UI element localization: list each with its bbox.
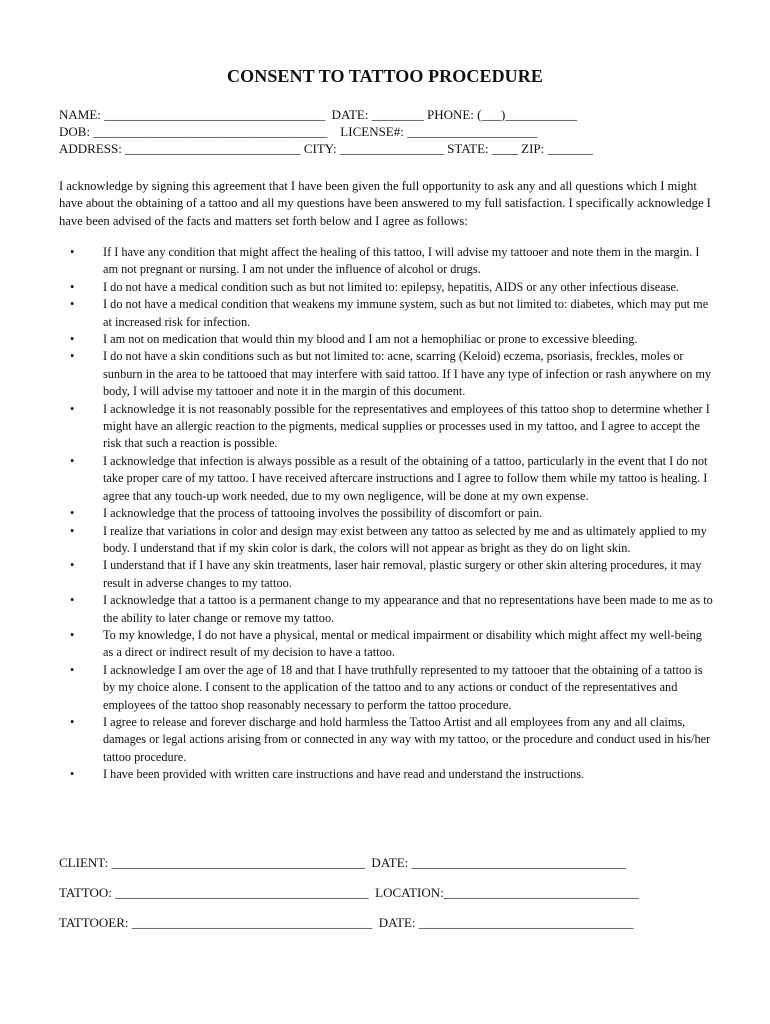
list-item	[59, 627, 715, 662]
list-item	[59, 714, 715, 766]
bullet-icon: •	[70, 453, 75, 468]
list-item	[59, 523, 715, 558]
list-item	[59, 279, 715, 296]
list-item-text: I acknowledge that a tattoo is a permanent change to my appearance and that no representations have been made to me as to the ability to later change or remove my tattoo.	[103, 593, 713, 625]
list-item	[59, 331, 715, 348]
bullet-icon: •	[70, 245, 75, 259]
bullet-icon: •	[70, 297, 75, 312]
list-item-text: I do not have a medical condition such as but not limited to: epilepsy, hepatitis, AIDS or any other infectious disease.	[103, 279, 680, 294]
list-item-text: I acknowledge it is not reasonably possible for the representatives and employees of this tattoo shop to determine whether I might have an allergic reaction to the pigments, medical supplies or processes used in my tattoo, and I agree to accept the risk that such a reaction is possible.	[103, 401, 710, 451]
list-item-text: If I have any condition that might affect the healing of this tattoo, I will advise my tattooer and note them in the margin. I am not pregnant or nursing. I am not under the influence of alcohol or drugs.	[103, 245, 700, 277]
list-item-text: I have been provided with written care instructions and have read and understand the instructions.	[103, 767, 585, 782]
bullet-icon: •	[70, 349, 75, 364]
tattooer-signature-line: TATTOOER: _____________________________________ DATE: _________________________________	[59, 915, 634, 930]
list-item	[59, 296, 715, 331]
bullet-icon: •	[70, 593, 75, 608]
list-item	[59, 244, 715, 279]
list-item-text: I do not have a skin conditions such as but not limited to: acne, scarring (Keloid) eczema, psoriasis, freckles, moles or sunburn in the area to be tattooed that may interfere with said tattoo. If I have any type of infection or rash anywhere on my body, I will advise my tattooer and note it in the margin of this document.	[103, 349, 712, 399]
list-item-text: I realize that variations in color and design may exist between any tattoo as selected by me and as ultimately applied to my body. I understand that if my skin color is dark, the colors will not appear as bright as they do on light skin.	[103, 523, 707, 555]
list-item	[59, 766, 715, 783]
list-item	[59, 592, 715, 627]
list-item-text: I acknowledge that the process of tattooing involves the possibility of discomfort or pain.	[103, 506, 543, 521]
list-item	[59, 453, 715, 505]
list-item-text: I agree to release and forever discharge and hold harmless the Tattoo Artist and all employees from any and all claims, damages or legal actions arising from or connected in any way with my tattoo, or the procedure and conduct used in his/her tattoo procedure.	[103, 714, 711, 764]
bullet-icon: •	[70, 714, 75, 729]
tattoo-location-line: TATTOO: _______________________________________ LOCATION:______________________________	[59, 885, 639, 900]
list-item-text: I do not have a medical condition that weakens my immune system, such as but not limited to: diabetes, which may put me at increased risk for infection.	[103, 297, 709, 329]
form-title: CONSENT TO TATTOO PROCEDURE	[227, 66, 543, 86]
list-item	[59, 401, 715, 453]
bullet-icon: •	[70, 558, 75, 573]
bullet-icon: •	[70, 332, 75, 347]
name-date-phone-line: NAME: __________________________________ DATE: ________ PHONE: (___)___________	[59, 107, 577, 122]
bullet-icon: •	[70, 627, 75, 642]
address-city-state-zip-line: ADDRESS: ___________________________ CITY: ________________ STATE: ____ ZIP: _______	[59, 141, 594, 156]
bullet-icon: •	[70, 662, 75, 677]
bullet-icon: •	[70, 506, 75, 521]
list-item-text: I acknowledge that infection is always possible as a result of the obtaining of a tattoo, particularly in the event that I do not take proper care of my tattoo. I have received aftercare instructions and I agree to follow them while my tattoo is healing. I agree that any touch-up work needed, due to my own negligence, will be done at my own expense.	[103, 453, 708, 503]
list-item	[59, 505, 715, 522]
bullet-icon: •	[70, 401, 75, 416]
dob-license-line: DOB: ____________________________________ LICENSE#: ____________________	[59, 124, 538, 139]
list-item-text: To my knowledge, I do not have a physical, mental or medical impairment or disability which might affect my well-being as a direct or indirect result of my decision to have a tattoo.	[103, 627, 702, 660]
list-item	[59, 348, 715, 400]
bullet-icon: •	[70, 767, 75, 782]
list-item-text: I understand that if I have any skin treatments, laser hair removal, plastic surgery or other skin altering procedures, it may result in adverse changes to my tattoo.	[103, 558, 702, 590]
list-item-text: I am not on medication that would thin my blood and I am not a hemophiliac or prone to excessive bleeding.	[103, 332, 638, 347]
list-item	[59, 557, 715, 592]
acknowledgement-list	[59, 244, 715, 784]
intro-paragraph: I acknowledge by signing this agreement that I have been given the full opportunity to ask any and all questions which I might have about the obtaining of a tattoo and all my questions have been answered to my full satisfaction. I specifically acknowledge I have been advised of the facts and matters set forth below and I agree as follows:	[59, 179, 711, 228]
bullet-icon: •	[70, 279, 75, 294]
list-item	[59, 662, 715, 714]
list-item-text: I acknowledge I am over the age of 18 and that I have truthfully represented to my tattooer that the obtaining of a tattoo is by my choice alone. I consent to the application of the tattoo and to any actions or conduct of the representatives and employees of the tattoo shop reasonably necessary to perform the tattoo procedure.	[103, 662, 703, 712]
client-signature-line: CLIENT: _______________________________________ DATE: _________________________________	[59, 855, 627, 870]
bullet-icon: •	[70, 523, 75, 538]
